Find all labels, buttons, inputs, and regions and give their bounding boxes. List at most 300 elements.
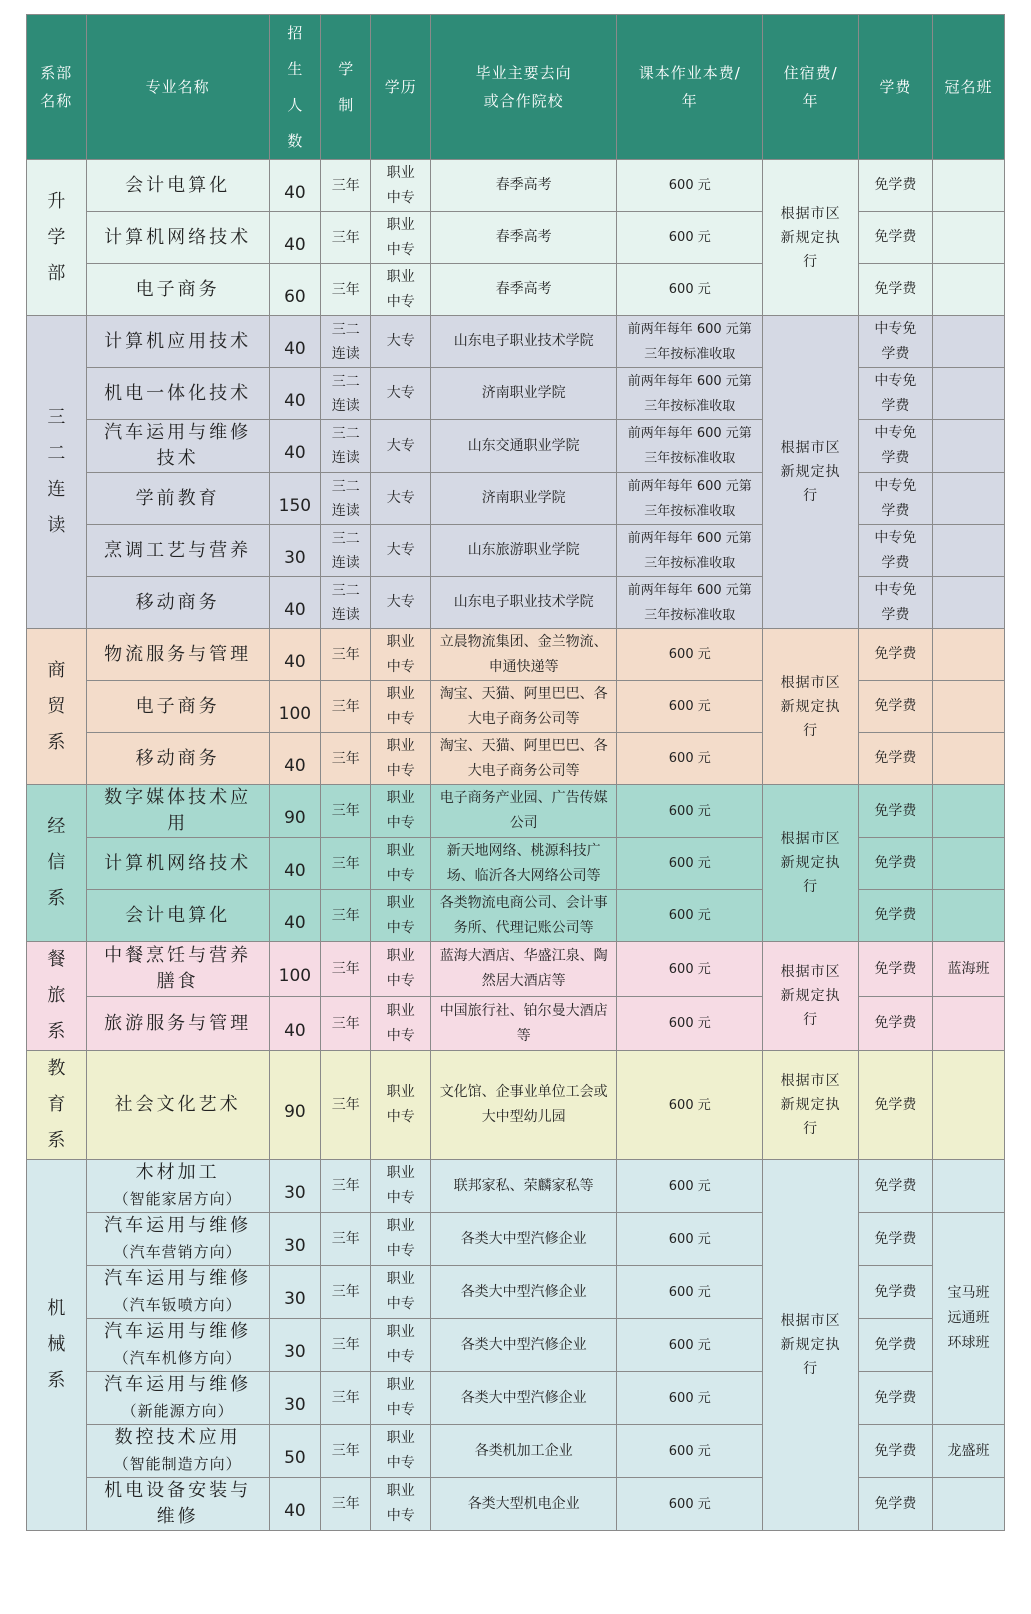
major-cell <box>86 1319 269 1372</box>
tuition-text: 免学费 <box>874 1283 917 1300</box>
book-fee-text: 600 元 <box>668 178 711 193</box>
education-cell <box>371 368 431 420</box>
table-row <box>27 1051 1005 1160</box>
duration-cell <box>321 525 371 577</box>
tuition-cell <box>858 629 932 681</box>
table-header-row <box>27 15 1005 160</box>
major-name: 旅游服务与管理 <box>104 1012 252 1034</box>
dorm-fee-cell <box>763 1160 859 1531</box>
named-class-cell <box>932 1160 1004 1213</box>
duration-text: 三年 <box>331 1337 360 1353</box>
book-fee-text: 600 元 <box>668 1016 711 1031</box>
duration-text: 三年 <box>331 907 360 924</box>
destination-cell <box>431 1266 617 1319</box>
duration-cell <box>321 577 371 629</box>
table-row <box>27 1372 1005 1425</box>
tuition-text: 中专免学费 <box>874 320 917 362</box>
header-tuition: 学费 <box>858 15 932 160</box>
header-destination: 毕业主要去向或合作院校 <box>431 15 617 160</box>
destination-text: 立晨物流集团、金兰物流、申通快递等 <box>439 633 608 675</box>
enroll-count: 40 <box>269 420 320 473</box>
major-name: 移动商务 <box>135 747 220 769</box>
tuition-text: 免学费 <box>874 698 917 714</box>
book-fee-text: 600 元 <box>668 1097 711 1113</box>
tuition-text: 免学费 <box>874 1015 917 1031</box>
duration-cell <box>321 1319 371 1372</box>
education-text: 职业中专 <box>386 1483 415 1524</box>
table-row <box>27 733 1005 785</box>
table-row <box>27 1266 1005 1319</box>
education-cell <box>371 997 431 1051</box>
education-text: 职业中专 <box>386 164 415 206</box>
education-text: 大专 <box>386 333 415 349</box>
destination-cell <box>431 681 617 733</box>
destination-cell <box>431 368 617 420</box>
header-named-class: 冠名班 <box>932 15 1004 160</box>
major-direction: （汽车营销方向） <box>113 1243 242 1261</box>
tuition-cell <box>858 473 932 525</box>
education-cell <box>371 681 431 733</box>
named-class-cell <box>932 212 1004 264</box>
book-fee-text: 前两年每年 600 元第三年按标准收取 <box>627 373 752 414</box>
major-direction: （汽车钣喷方向） <box>113 1296 242 1314</box>
tuition-text: 免学费 <box>874 907 917 923</box>
book-fee-cell <box>617 785 763 838</box>
major-cell <box>86 733 269 785</box>
education-text: 职业中专 <box>386 1084 415 1125</box>
dept-name-cell <box>27 1051 87 1160</box>
destination-text: 各类物流电商公司、会计事务所、代理记账公司等 <box>439 894 608 936</box>
dorm-fee-cell <box>763 942 859 1051</box>
tuition-text: 免学费 <box>874 960 917 977</box>
education-cell <box>371 1478 431 1531</box>
book-fee-text: 600 元 <box>668 1178 711 1194</box>
destination-cell <box>431 1213 617 1266</box>
book-fee-text: 600 元 <box>668 699 711 714</box>
enroll-count: 30 <box>269 1160 320 1213</box>
named-class-cell <box>932 1213 1004 1425</box>
book-fee-text: 600 元 <box>668 908 711 923</box>
destination-cell <box>431 212 617 264</box>
destination-cell <box>431 1319 617 1372</box>
duration-cell <box>321 1266 371 1319</box>
duration-cell <box>321 1213 371 1266</box>
major-name: 计算机网络技术 <box>104 852 252 874</box>
book-fee-text: 600 元 <box>668 1284 711 1300</box>
book-fee-cell <box>617 577 763 629</box>
education-text: 职业中专 <box>386 1002 415 1044</box>
tuition-text: 免学费 <box>874 1442 917 1459</box>
book-fee-cell <box>617 525 763 577</box>
major-name: 移动商务 <box>135 591 220 613</box>
tuition-cell <box>858 525 932 577</box>
major-name: 汽车运用与维修 <box>104 1374 252 1395</box>
education-text: 职业中专 <box>386 790 415 831</box>
named-class-text: 宝马班远通班环球班 <box>947 1285 990 1351</box>
duration-cell <box>321 1478 371 1531</box>
major-direction: （汽车机修方向） <box>113 1349 242 1367</box>
enroll-count: 40 <box>269 160 320 212</box>
education-cell <box>371 473 431 525</box>
duration-cell <box>321 1372 371 1425</box>
education-cell <box>371 1372 431 1425</box>
major-cell <box>86 629 269 681</box>
table-row <box>27 577 1005 629</box>
book-fee-text: 600 元 <box>668 1231 711 1247</box>
table-row <box>27 1319 1005 1372</box>
tuition-text: 免学费 <box>874 1177 917 1194</box>
dorm-fee-text: 根据市区新规定执行 <box>780 1073 841 1137</box>
major-direction: （智能制造方向） <box>113 1455 242 1473</box>
book-fee-cell <box>617 264 763 316</box>
tuition-cell <box>858 942 932 997</box>
major-direction: （智能家居方向） <box>113 1190 242 1208</box>
book-fee-text: 前两年每年 600 元第三年按标准收取 <box>627 321 752 362</box>
major-cell <box>86 681 269 733</box>
enroll-count: 90 <box>269 785 320 838</box>
book-fee-cell <box>617 890 763 942</box>
enroll-count: 60 <box>269 264 320 316</box>
dept-name-cell <box>27 942 87 1051</box>
tuition-cell <box>858 1051 932 1160</box>
major-name: 电子商务 <box>135 278 220 300</box>
destination-cell <box>431 264 617 316</box>
duration-cell <box>321 316 371 368</box>
major-cell <box>86 838 269 890</box>
table-row <box>27 420 1005 473</box>
table-row <box>27 838 1005 890</box>
named-class-cell <box>932 368 1004 420</box>
dept-name: 机械系 <box>47 1298 66 1391</box>
named-class-cell <box>932 160 1004 212</box>
duration-text: 三年 <box>331 1178 360 1194</box>
duration-text: 三年 <box>331 961 360 977</box>
education-text: 职业中专 <box>386 948 415 989</box>
duration-cell <box>321 160 371 212</box>
major-cell <box>86 1051 269 1160</box>
tuition-text: 中专免学费 <box>874 581 917 623</box>
duration-text: 三二连读 <box>331 373 360 414</box>
enroll-count: 40 <box>269 212 320 264</box>
education-cell <box>371 838 431 890</box>
education-cell <box>371 420 431 473</box>
header-duration: 学制 <box>321 15 371 160</box>
duration-cell <box>321 1425 371 1478</box>
dept-name: 升学部 <box>47 190 66 284</box>
tuition-cell <box>858 838 932 890</box>
duration-text: 三年 <box>331 281 360 298</box>
education-cell <box>371 785 431 838</box>
education-cell <box>371 525 431 577</box>
table-row <box>27 1160 1005 1213</box>
major-name: 汽车运用与维修技术 <box>104 422 252 469</box>
book-fee-cell <box>617 160 763 212</box>
education-cell <box>371 942 431 997</box>
named-class-cell <box>932 733 1004 785</box>
duration-text: 三年 <box>331 1015 360 1032</box>
table-row <box>27 525 1005 577</box>
duration-cell <box>321 681 371 733</box>
duration-text: 三年 <box>331 698 360 715</box>
book-fee-text: 600 元 <box>668 282 711 297</box>
destination-cell <box>431 1478 617 1531</box>
destination-text: 蓝海大酒店、华盛江泉、陶然居大酒店等 <box>439 948 608 989</box>
book-fee-text: 前两年每年 600 元第三年按标准收取 <box>627 478 752 519</box>
table-row <box>27 785 1005 838</box>
destination-cell <box>431 525 617 577</box>
enroll-count: 30 <box>269 1213 320 1266</box>
tuition-text: 免学费 <box>874 1336 917 1353</box>
education-text: 大专 <box>386 490 415 506</box>
enroll-count: 30 <box>269 1319 320 1372</box>
named-class-cell <box>932 681 1004 733</box>
book-fee-text: 600 元 <box>668 1390 711 1406</box>
major-name: 会计电算化 <box>125 174 231 196</box>
dept-name-cell <box>27 629 87 785</box>
tuition-cell <box>858 1478 932 1531</box>
dept-name-cell <box>27 785 87 942</box>
book-fee-cell <box>617 838 763 890</box>
destination-text: 新天地网络、桃源科技广场、临沂各大网络公司等 <box>446 842 601 884</box>
named-class-cell: 蓝海班 <box>932 942 1004 997</box>
destination-text: 各类大中型汽修企业 <box>460 1336 587 1353</box>
book-fee-text: 前两年每年 600 元第三年按标准收取 <box>627 582 752 623</box>
education-text: 职业中专 <box>386 1324 415 1365</box>
education-cell <box>371 264 431 316</box>
named-class-cell <box>932 264 1004 316</box>
major-name: 中餐烹饪与营养膳食 <box>104 945 252 992</box>
header-education: 学历 <box>371 15 431 160</box>
education-text: 职业中专 <box>386 268 415 310</box>
major-name: 汽车运用与维修 <box>104 1268 252 1289</box>
book-fee-cell <box>617 368 763 420</box>
major-cell <box>86 212 269 264</box>
tuition-text: 免学费 <box>874 1096 917 1113</box>
destination-text: 联邦家私、荣麟家私等 <box>453 1177 594 1194</box>
major-cell <box>86 525 269 577</box>
destination-text: 各类大中型汽修企业 <box>460 1389 587 1406</box>
book-fee-cell <box>617 473 763 525</box>
tuition-cell <box>858 420 932 473</box>
duration-cell <box>321 890 371 942</box>
tuition-text: 免学费 <box>874 802 917 819</box>
major-cell <box>86 1425 269 1478</box>
destination-cell <box>431 316 617 368</box>
book-fee-cell <box>617 942 763 997</box>
enroll-count: 30 <box>269 1266 320 1319</box>
destination-text: 济南职业学院 <box>481 490 566 506</box>
duration-cell <box>321 733 371 785</box>
book-fee-cell <box>617 1372 763 1425</box>
major-cell <box>86 316 269 368</box>
major-direction: （新能源方向） <box>121 1402 234 1420</box>
book-fee-cell <box>617 212 763 264</box>
named-class-cell <box>932 525 1004 577</box>
book-fee-text: 600 元 <box>668 856 711 871</box>
destination-cell <box>431 942 617 997</box>
tuition-cell <box>858 316 932 368</box>
education-cell <box>371 1425 431 1478</box>
book-fee-cell <box>617 733 763 785</box>
duration-text: 三二连读 <box>331 530 360 571</box>
duration-text: 三年 <box>331 177 360 194</box>
dorm-fee-cell <box>763 629 859 785</box>
duration-cell <box>321 368 371 420</box>
destination-cell <box>431 577 617 629</box>
dept-name: 教育系 <box>47 1058 66 1151</box>
tuition-cell <box>858 1425 932 1478</box>
destination-text: 济南职业学院 <box>481 385 566 401</box>
education-cell <box>371 316 431 368</box>
destination-text: 山东交通职业学院 <box>467 437 580 454</box>
tuition-text: 免学费 <box>874 229 917 245</box>
major-cell <box>86 1372 269 1425</box>
destination-cell <box>431 733 617 785</box>
duration-text: 三二连读 <box>331 321 360 362</box>
education-text: 职业中专 <box>386 1430 415 1471</box>
table-row <box>27 997 1005 1051</box>
duration-text: 三二连读 <box>331 582 360 623</box>
education-cell <box>371 1051 431 1160</box>
tuition-cell <box>858 1213 932 1266</box>
table-row <box>27 1213 1005 1266</box>
duration-cell <box>321 997 371 1051</box>
book-fee-text: 600 元 <box>668 751 711 766</box>
education-cell <box>371 1213 431 1266</box>
education-text: 职业中专 <box>386 633 415 675</box>
duration-cell <box>321 1051 371 1160</box>
named-class-cell <box>932 838 1004 890</box>
book-fee-text: 600 元 <box>668 1443 711 1459</box>
major-cell <box>86 1213 269 1266</box>
dept-name: 经信系 <box>47 816 66 909</box>
header-book-fee: 课本作业本费/年 <box>617 15 763 160</box>
education-cell <box>371 577 431 629</box>
duration-text: 三二连读 <box>331 426 360 466</box>
book-fee-text: 600 元 <box>668 647 711 662</box>
book-fee-cell <box>617 420 763 473</box>
named-class-cell <box>932 473 1004 525</box>
enrollment-table <box>26 14 1005 1531</box>
education-text: 大专 <box>386 437 415 454</box>
education-text: 大专 <box>386 542 415 558</box>
duration-text: 三二连读 <box>331 478 360 519</box>
tuition-text: 中专免学费 <box>874 425 917 466</box>
major-cell <box>86 890 269 942</box>
tuition-cell <box>858 160 932 212</box>
book-fee-cell <box>617 629 763 681</box>
duration-text: 三年 <box>331 750 360 767</box>
tuition-text: 免学费 <box>874 281 917 297</box>
destination-cell <box>431 160 617 212</box>
major-cell <box>86 1266 269 1319</box>
duration-text: 三年 <box>331 229 360 246</box>
destination-text: 中国旅行社、铂尔曼大酒店等 <box>439 1002 608 1044</box>
tuition-cell <box>858 264 932 316</box>
book-fee-cell <box>617 681 763 733</box>
major-cell <box>86 785 269 838</box>
dorm-fee-cell <box>763 160 859 316</box>
duration-text: 三年 <box>331 1390 360 1406</box>
book-fee-text: 前两年每年 600 元第三年按标准收取 <box>627 426 752 466</box>
major-cell <box>86 1160 269 1213</box>
dept-name-cell <box>27 160 87 316</box>
duration-text: 三年 <box>331 803 360 819</box>
destination-text: 各类大中型汽修企业 <box>460 1230 587 1247</box>
duration-text: 三年 <box>331 646 360 663</box>
destination-cell <box>431 473 617 525</box>
book-fee-cell <box>617 316 763 368</box>
duration-cell <box>321 629 371 681</box>
enroll-count: 30 <box>269 1372 320 1425</box>
book-fee-cell <box>617 1213 763 1266</box>
enroll-count: 150 <box>269 473 320 525</box>
tuition-cell <box>858 1160 932 1213</box>
tuition-text: 免学费 <box>874 1230 917 1247</box>
tuition-cell <box>858 368 932 420</box>
enroll-count: 40 <box>269 629 320 681</box>
tuition-text: 免学费 <box>874 855 917 871</box>
dorm-fee-cell <box>763 785 859 942</box>
book-fee-cell <box>617 1160 763 1213</box>
enrollment-table-wrapper <box>26 14 1005 1531</box>
duration-cell <box>321 264 371 316</box>
destination-cell <box>431 1425 617 1478</box>
enroll-count: 40 <box>269 577 320 629</box>
duration-cell <box>321 1160 371 1213</box>
book-fee-text: 前两年每年 600 元第三年按标准收取 <box>627 530 752 571</box>
education-text: 职业中专 <box>386 842 415 884</box>
enroll-count: 40 <box>269 733 320 785</box>
education-text: 职业中专 <box>386 737 415 779</box>
major-cell <box>86 1478 269 1531</box>
tuition-cell <box>858 785 932 838</box>
duration-cell <box>321 942 371 997</box>
book-fee-cell <box>617 1425 763 1478</box>
tuition-text: 中专免学费 <box>874 529 917 571</box>
duration-text: 三年 <box>331 1443 360 1459</box>
destination-text: 各类大中型汽修企业 <box>460 1283 587 1300</box>
tuition-cell <box>858 577 932 629</box>
major-name: 汽车运用与维修 <box>104 1321 252 1342</box>
table-row <box>27 160 1005 212</box>
education-text: 职业中专 <box>386 894 415 936</box>
major-cell <box>86 577 269 629</box>
named-class-cell <box>932 785 1004 838</box>
book-fee-text: 600 元 <box>668 961 711 977</box>
major-cell <box>86 264 269 316</box>
major-name: 机电一体化技术 <box>104 382 252 404</box>
enroll-count: 40 <box>269 890 320 942</box>
dept-name-cell <box>27 316 87 629</box>
destination-cell <box>431 1372 617 1425</box>
major-cell <box>86 368 269 420</box>
major-name: 机电设备安装与维修 <box>104 1480 252 1527</box>
duration-text: 三年 <box>331 1231 360 1247</box>
dept-name: 餐旅系 <box>47 949 66 1042</box>
major-name: 计算机应用技术 <box>104 330 252 352</box>
table-row <box>27 368 1005 420</box>
named-class-cell <box>932 890 1004 942</box>
tuition-cell <box>858 681 932 733</box>
tuition-text: 中专免学费 <box>874 477 917 519</box>
education-text: 职业中专 <box>386 216 415 258</box>
table-row <box>27 212 1005 264</box>
education-text: 职业中专 <box>386 1271 415 1312</box>
major-name: 数字媒体技术应用 <box>104 787 252 834</box>
major-cell <box>86 473 269 525</box>
major-name: 物流服务与管理 <box>104 643 252 665</box>
